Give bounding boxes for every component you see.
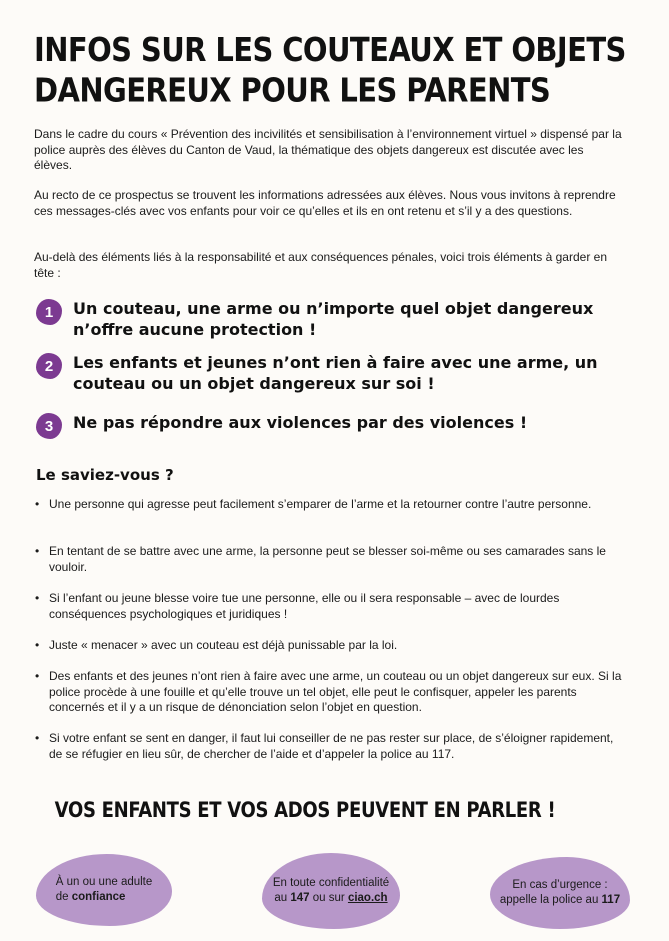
contact-emphasis: confiance [71,891,126,903]
contact-text: À un ou une adulte [55,876,153,888]
key-point-text: Un couteau, une arme ou n’importe quel objet dangereux n’offre aucune protection ! [73,299,594,339]
contact-blob-confidential [262,853,400,929]
contact-blob-urgent [490,857,630,929]
list-item: • En tentant de se battre avec une arme, la personne peut se blesser soi-même ou ses camarades sans le vouloir. [34,544,629,575]
page-title: INFOS SUR LES COUTEAUX ET OBJETS DANGEREUX POUR LES PARENTS [34,30,626,110]
contact-text: appelle la police au [499,894,602,906]
contact-text: En toute confidentialité [272,877,390,889]
phone-number-147: 147 [290,892,310,904]
contact-text: ou sur [309,892,348,904]
contact-text: de [55,891,72,903]
list-item: • Si votre enfant se sent en danger, il faut lui conseiller de ne pas rester sur place, de s’éloigner rapidement, de se réfugier en lieu sûr, de chercher de l’aide et d’appeler la police au 117. [34,731,629,762]
contact-text: au [274,892,291,904]
number-badge-1: 1 [36,299,62,325]
key-point-2 [36,352,626,394]
tagline: VOS ENFANTS ET VOS ADOS PEUVENT EN PARLER ! [54,798,556,824]
intro-paragraph-1: Dans le cadre du cours « Prévention des incivilités et sensibilisation à l’environnement virtuel » dispensé par la police auprès des élèves du Canton de Vaud, la thématique des objets dangereux est discutée avec les élèves. [34,127,622,172]
intro-paragraph-2: Au recto de ce prospectus se trouvent les informations adressées aux élèves. Nous vous invitons à reprendre ces messages-clés avec vos enfants pour voir ce qu’elles et ils en ont retenu et s’il y a des questions. [34,188,616,218]
key-point-text: Les enfants et jeunes n’ont rien à faire avec une arme, un couteau ou un objet dangereux sur soi ! [73,353,598,393]
list-item: • Des enfants et des jeunes n’ont rien à faire avec une arme, un couteau ou un objet dangereux sur eux. Si la police procède à une fouille et qu’elle trouve un tel objet, elle peut le confisquer, appeler les parents concernés et il y a un risque de dénonciation selon l’objet en question. [34,669,629,716]
list-item: • Juste « menacer » avec un couteau est déjà punissable par la loi. [34,638,629,654]
contact-text: En cas d’urgence : [512,879,608,891]
key-point-1 [36,298,626,340]
number-badge-3: 3 [36,413,62,439]
ciao-link[interactable]: ciao.ch [347,892,388,904]
list-item: • Une personne qui agresse peut facilement s’emparer de l’arme et la retourner contre l’autre personne. [34,497,629,513]
section-heading: Le saviez-vous ? [36,466,174,484]
key-point-3 [36,412,626,439]
phone-number-117: 117 [601,894,621,906]
intro-paragraph-3: Au-delà des éléments liés à la responsabilité et aux conséquences pénales, voici trois éléments à garder en tête : [34,250,607,280]
contact-blob-adult [36,854,172,926]
list-item: • Si l’enfant ou jeune blesse voire tue une personne, elle ou il sera responsable – avec de lourdes conséquences psychologiques et juridiques ! [34,591,629,622]
key-point-text: Ne pas répondre aux violences par des violences ! [73,413,528,432]
number-badge-2: 2 [36,353,62,379]
